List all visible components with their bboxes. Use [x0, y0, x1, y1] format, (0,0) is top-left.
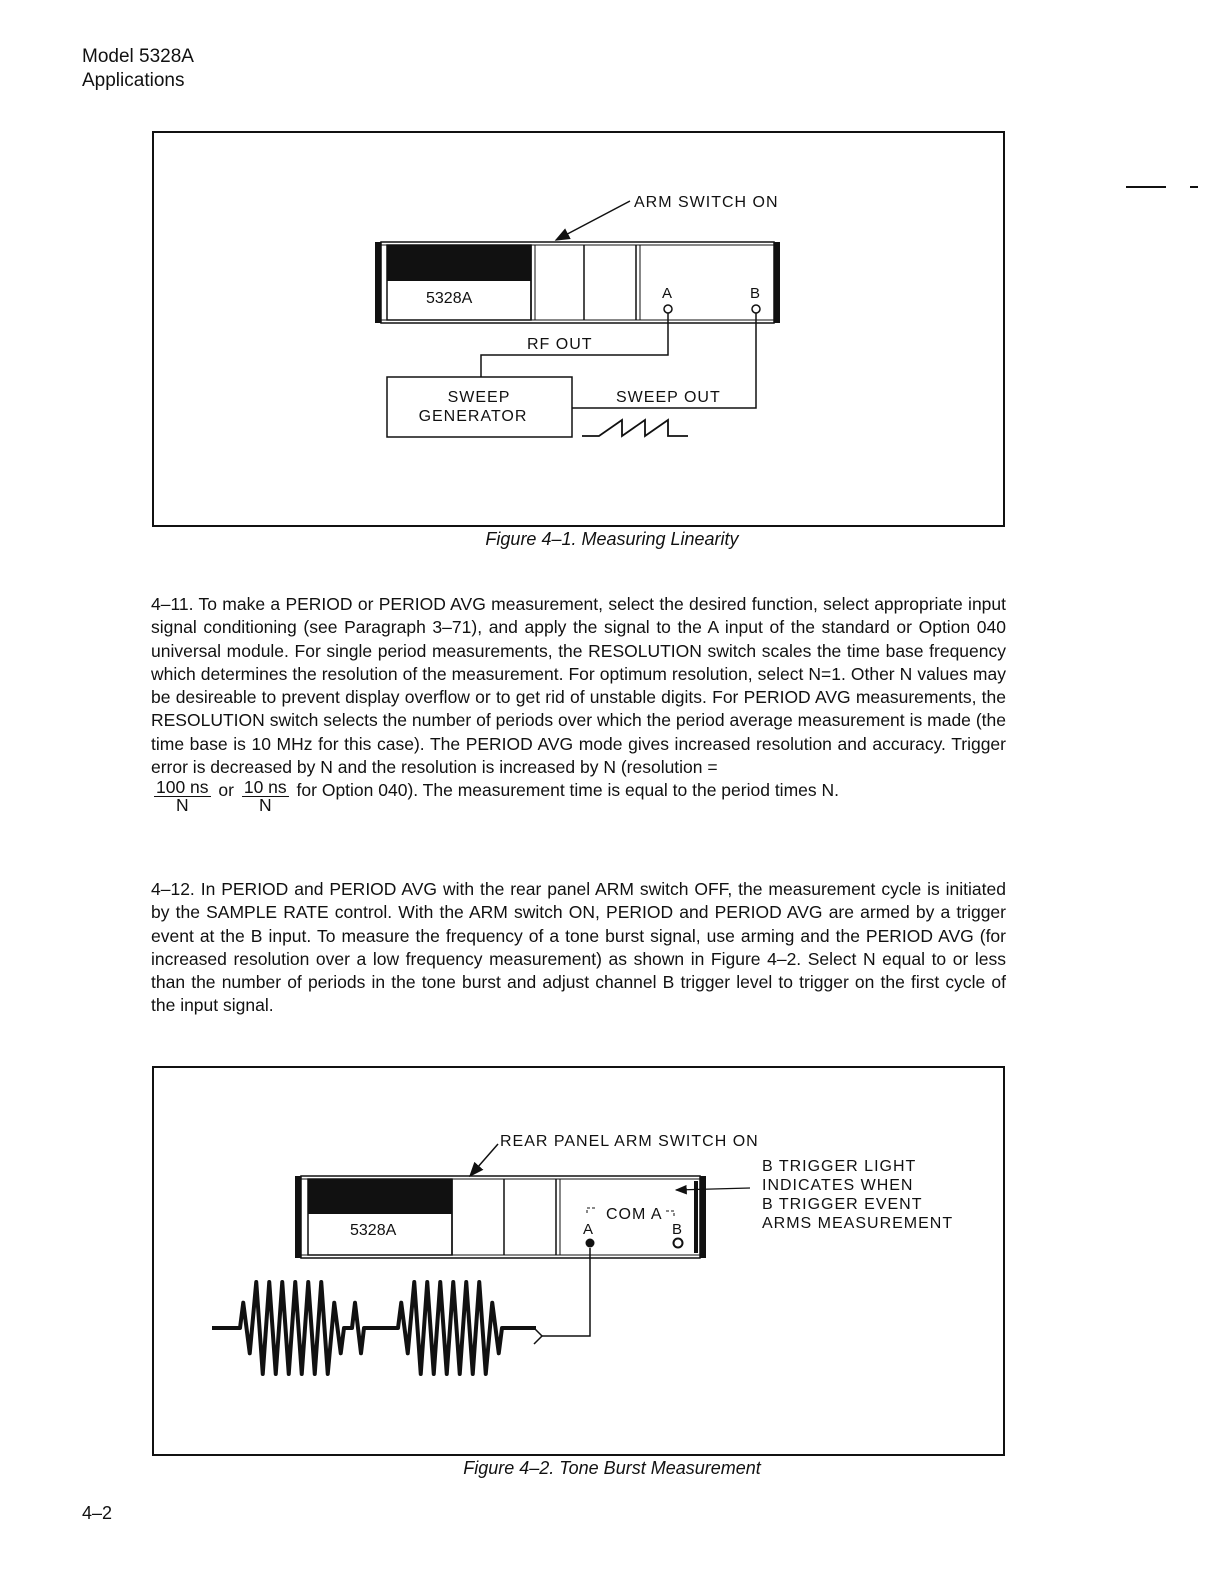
- figure-4-1-caption: Figure 4–1. Measuring Linearity: [485, 529, 739, 549]
- note-line-3: B TRIGGER EVENT: [762, 1196, 923, 1213]
- input-a-label: A: [583, 1221, 594, 1238]
- fraction-100ns-over-n: [154, 779, 211, 814]
- arm-switch-arrow: [556, 201, 630, 240]
- section-title: Applications: [82, 70, 185, 91]
- input-b-label: B: [750, 285, 761, 302]
- tone-burst-waveform: [212, 1282, 536, 1374]
- input-b-label: B: [672, 1221, 683, 1238]
- figure-4-2-diagram: [154, 1068, 1007, 1458]
- model-title: Model 5328A: [82, 46, 194, 67]
- display-window: [387, 245, 531, 281]
- paragraph-4-11-text: 4–11. To make a PERIOD or PERIOD AVG measurement, select the desired function, select appropriate input signal conditioning (see Paragraph 3–71), and apply the signal to the A input of the standard or Option 040 universal module. For single period measurements, the RESOLUTION switch scales the time base frequency which determines the resolution of the measurement. For optimum resolution, select N=1. Other N values may be desireable to prevent display overflow or to get rid of unstable digits. For PERIOD AVG measurements, the RESOLUTION switch selects the number of periods over which the period average measurement is made (the time base is 10 MHz for this case). The PERIOD AVG mode gives increased resolution and accuracy. Trigger error is decreased by N and the resolution is increased by N (resolution =: [151, 594, 1006, 778]
- fraction-1-numerator: 100 ns: [156, 777, 209, 798]
- sweep-out-label: SWEEP OUT: [616, 389, 721, 406]
- counter-model-label: 5328A: [350, 1222, 397, 1239]
- fraction-2-denominator: N: [258, 795, 272, 816]
- counter-5328a: [375, 242, 780, 323]
- figure-4-2-caption: Figure 4–2. Tone Burst Measurement: [463, 1458, 761, 1478]
- figure-4-1-diagram: [154, 133, 1007, 529]
- rear-arm-switch-arrow: [470, 1144, 498, 1176]
- page-number: 4–2: [82, 1503, 113, 1523]
- page-header: [82, 45, 194, 93]
- fraction-1-denominator: N: [175, 795, 189, 816]
- paragraph-4-11: [151, 593, 1006, 814]
- sweep-generator-box: [387, 377, 572, 437]
- or-word: or: [218, 780, 234, 801]
- paragraph-4-11-tail: for Option 040). The measurement time is equal to the period times N.: [296, 780, 839, 801]
- input-cable: [542, 1248, 590, 1336]
- note-line-4: ARMS MEASUREMENT: [762, 1215, 954, 1232]
- figure-4-2: [152, 1066, 1005, 1456]
- b-trigger-light: [694, 1181, 698, 1253]
- note-line-1: B TRIGGER LIGHT: [762, 1158, 917, 1175]
- paragraph-4-12: 4–12. In PERIOD and PERIOD AVG with the rear panel ARM switch OFF, the measurement cycle is initiated by the SAMPLE RATE control. With the ARM switch ON, PERIOD and PERIOD AVG are armed by a trigger event at the B input. To measure the frequency of a tone burst signal, use arming and the PERIOD AVG (for increased resolution over a low frequency measurement) as shown in Figure 4–2. Select N equal to or less than the number of periods in the tone burst and adjust channel B trigger level to trigger on the first cycle of the input signal.: [151, 879, 1006, 1016]
- fraction-10ns-over-n: [242, 779, 289, 814]
- rear-arm-switch-label: REAR PANEL ARM SWITCH ON: [500, 1133, 759, 1150]
- rf-out-label: RF OUT: [527, 336, 593, 353]
- arm-switch-label: ARM SWITCH ON: [634, 194, 779, 211]
- fraction-2-numerator: 10 ns: [243, 777, 287, 798]
- counter-model-label: 5328A: [426, 290, 473, 307]
- generator-label-line1: SWEEP: [447, 389, 511, 406]
- input-b-connector: [674, 1239, 683, 1248]
- input-a-connector: [664, 305, 672, 313]
- input-b-connector: [752, 305, 760, 313]
- input-a-label: A: [662, 285, 673, 302]
- display-window: [308, 1179, 452, 1214]
- margin-mark-small: [1190, 186, 1198, 188]
- b-trigger-light-arrow: [676, 1188, 750, 1190]
- figure-4-1: [152, 131, 1005, 527]
- input-a-connector: [586, 1239, 595, 1248]
- note-line-2: INDICATES WHEN: [762, 1177, 914, 1194]
- com-a-label: COM A: [606, 1206, 663, 1223]
- counter-5328a: [295, 1176, 706, 1258]
- margin-mark: [1126, 186, 1166, 188]
- generator-label-line2: GENERATOR: [418, 408, 528, 425]
- cable-arrow-tip: [534, 1328, 542, 1344]
- sawtooth-waveform: [582, 420, 688, 436]
